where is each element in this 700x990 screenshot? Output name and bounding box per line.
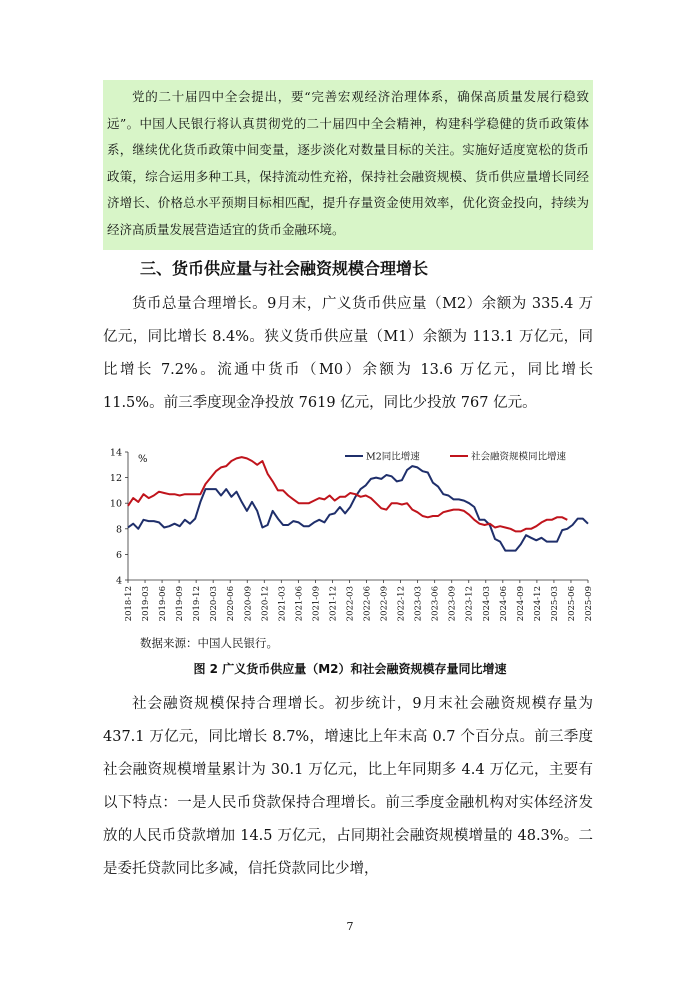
policy-highlight-box (103, 80, 593, 250)
x-tick-label: 2019-09 (175, 586, 186, 622)
legend-label: M2同比增速 (366, 451, 420, 463)
y-tick-label: 6 (115, 549, 122, 561)
x-tick-label: 2019-06 (158, 586, 169, 622)
x-tick-label: 2020-06 (226, 586, 237, 622)
x-tick-label: 2025-06 (566, 586, 577, 622)
m2-growth-line (128, 466, 588, 550)
x-tick-label: 2024-03 (481, 586, 492, 622)
paragraph-social-financing: 社会融资规模保持合理增长。初步统计，9月末社会融资规模存量为 437.1 万亿元，同比增长 8.7%，增速比上年末高 0.7 个百分点。前三季度社会融资规模增量累计为 30.1 万亿元，比上年同期多 4.4 万亿元，主要有以下特点：一是人民币贷款保持合理增长。前三季度金融机构对实体经济发放的人民币贷款增加 14.5 万亿元，占同期社会融资规模增量的 48.3%。二是委托贷款同比多减，信托贷款同比少增， (103, 696, 593, 877)
x-tick-label: 2025-03 (549, 586, 560, 622)
x-tick-label: 2023-12 (464, 586, 475, 622)
page-number: 7 (346, 920, 354, 933)
paragraph-money-supply: 货币总量合理增长。9月末，广义货币供应量（M2）余额为 335.4 万亿元，同比增长 8.4%。狭义货币供应量（M1）余额为 113.1 万亿元，同比增长 7.2%。流通中货币（M0）余额为 13.6 万亿元，同比增长 11.5%。前三季度现金净投放 7619 亿元，同比少投放 767 亿元。 (103, 296, 593, 411)
x-tick-label: 2022-09 (379, 586, 390, 622)
y-tick-label: 4 (115, 575, 122, 587)
x-tick-label: 2021-09 (311, 586, 322, 622)
x-tick-label: 2023-06 (430, 586, 441, 622)
y-tick-label: 14 (109, 447, 122, 459)
x-tick-label: 2024-12 (532, 586, 543, 622)
x-tick-label: 2019-12 (192, 586, 203, 622)
x-tick-label: 2021-12 (328, 586, 339, 622)
y-tick-label: 12 (109, 473, 122, 485)
section-heading: 三、货币供应量与社会融资规模合理增长 (140, 259, 429, 278)
x-tick-label: 2022-03 (345, 586, 356, 622)
x-tick-label: 2018-12 (124, 586, 134, 622)
x-tick-label: 2020-09 (243, 586, 254, 622)
chart-source: 数据来源：中国人民银行。 (140, 636, 278, 650)
x-tick-label: 2022-06 (362, 586, 373, 622)
x-tick-label: 2020-12 (260, 586, 271, 622)
y-tick-label: 10 (109, 498, 122, 510)
x-tick-label: 2021-06 (294, 586, 305, 622)
x-tick-label: 2024-06 (498, 586, 509, 622)
y-axis-unit: % (138, 454, 148, 465)
x-tick-label: 2025-09 (584, 586, 594, 622)
highlight-text: 党的二十届四中全会提出，要“完善宏观经济治理体系，确保高质量发展行稳致远”。中国人民银行将认真贯彻党的二十届四中全会精神，构建科学稳健的货币政策体系，继续优化货币政策中间变量，逐步淡化对数量目标的关注。实施好适度宽松的货币政策，综合运用多种工具，保持流动性充裕，保持社会融资规模、货币供应量增长同经济增长、价格总水平预期目标相匹配，提升存量资金使用效率，优化资金投向，持续为经济高质量发展营造适宜的货币金融环境。 (107, 89, 589, 237)
x-tick-label: 2023-09 (447, 586, 458, 622)
y-tick-label: 8 (115, 524, 122, 536)
x-tick-label: 2022-12 (396, 586, 407, 622)
x-tick-label: 2020-03 (209, 586, 220, 622)
x-tick-label: 2024-09 (515, 586, 526, 622)
figure-caption: 图 2 广义货币供应量（M2）和社会融资规模存量同比增速 (193, 662, 507, 676)
x-tick-label: 2021-03 (277, 586, 288, 622)
x-tick-label: 2019-03 (141, 586, 152, 622)
x-tick-label: 2023-03 (413, 586, 424, 622)
m2-tsf-growth-chart (100, 440, 595, 635)
legend-label: 社会融资规模同比增速 (471, 451, 567, 463)
